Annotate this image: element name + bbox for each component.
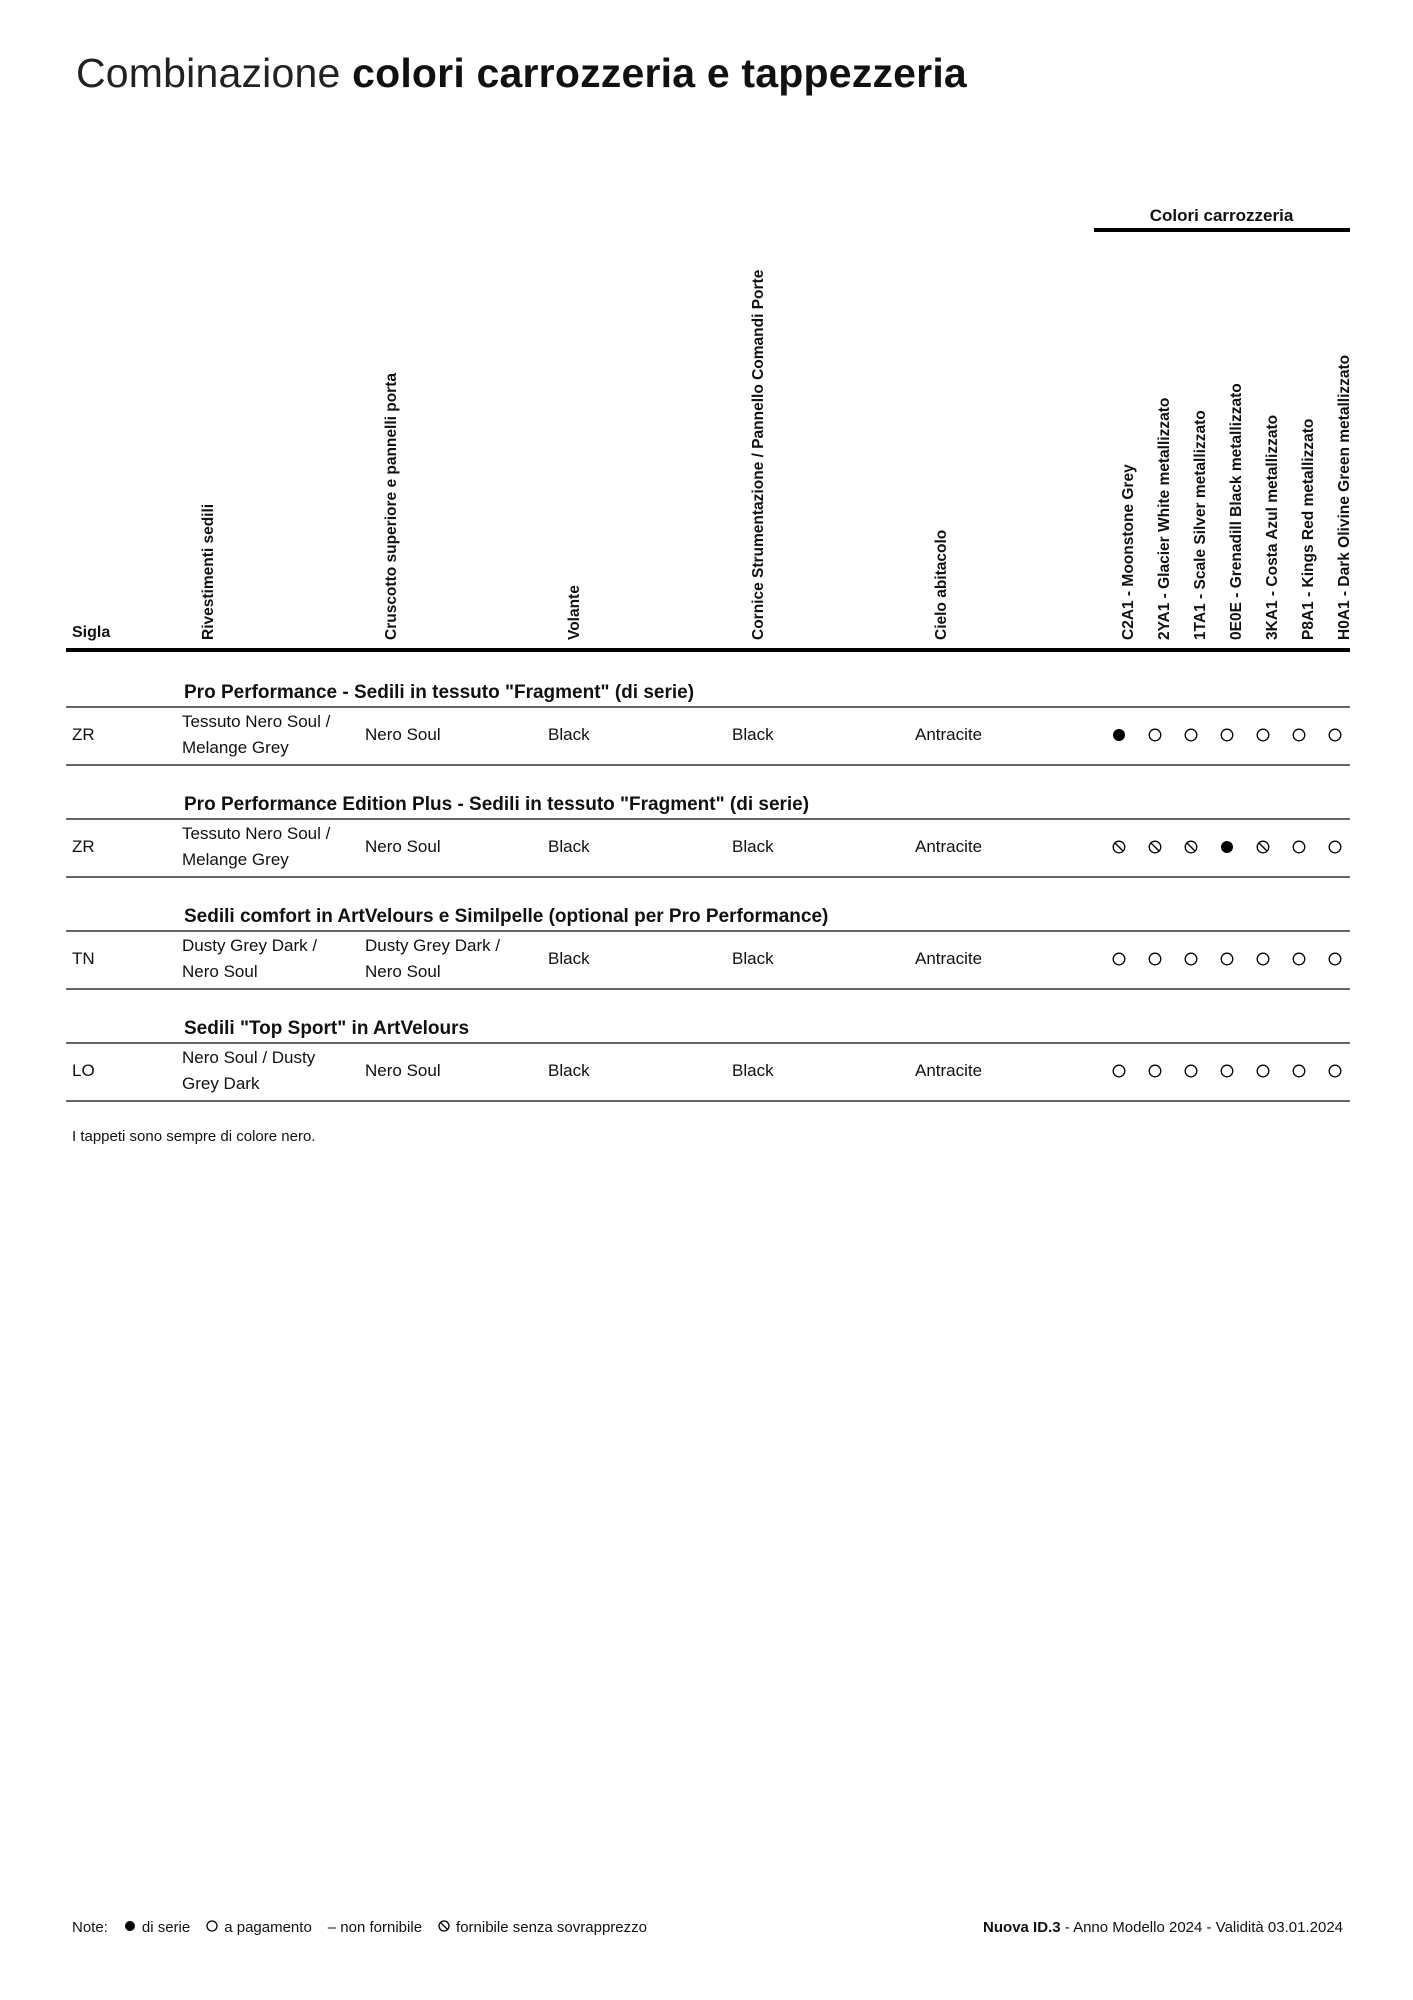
footer-info (983, 1919, 1343, 1936)
section-rule-top-1 (66, 706, 1350, 708)
row-4-sigla: LO (72, 1061, 95, 1080)
legend-pagamento (206, 1919, 312, 1936)
section-rule-bottom-3 (66, 988, 1350, 990)
section-title-3: Sedili comfort in ArtVelours e Similpelle (optional per Pro Performance) (184, 906, 829, 927)
row-3-cornice: Black (732, 949, 774, 968)
section-rule-bottom-1 (66, 764, 1350, 766)
slashed-circle-icon (438, 1919, 450, 1936)
row-2-volante: Black (548, 837, 590, 856)
column-header-color-4: 0E0E - Grenadill Black metallizzato (1228, 383, 1245, 640)
column-header-cornice: Cornice Strumentazione / Pannello Comandi Porte (750, 269, 767, 640)
row-4-rivestimenti-line-2: Grey Dark (182, 1074, 260, 1093)
row-4-volante: Black (548, 1061, 590, 1080)
footer-rest: - Anno Modello 2024 - Validità 03.01.2024 (1060, 1919, 1343, 1936)
row-3-cielo: Antracite (915, 949, 983, 968)
filled-circle-icon (1112, 728, 1126, 742)
row-3-cruscotto-line-2: Nero Soul (365, 962, 441, 981)
row-1-rivestimenti-line-2: Melange Grey (182, 738, 289, 757)
column-header-volante: Volante (566, 585, 583, 640)
row-3-rivestimenti (182, 933, 347, 985)
column-header-cruscotto: Cruscotto superiore e pannelli porta (383, 373, 400, 640)
empty-circle-icon (1256, 728, 1270, 742)
empty-circle-icon (1292, 952, 1306, 966)
empty-circle-icon (1256, 952, 1270, 966)
empty-circle-icon (1148, 728, 1162, 742)
row-1-cruscotto: Nero Soul (365, 725, 441, 744)
row-2-rivestimenti-line-2: Melange Grey (182, 850, 289, 869)
empty-circle-icon (1292, 840, 1306, 854)
column-header-sigla: Sigla (72, 624, 111, 641)
empty-circle-icon (1184, 728, 1198, 742)
empty-circle-icon (1112, 1064, 1126, 1078)
row-4-rivestimenti-line-1: Nero Soul / Dusty (182, 1048, 316, 1067)
row-3-rivestimenti-line-2: Nero Soul (182, 962, 258, 981)
row-4-cruscotto: Nero Soul (365, 1061, 441, 1080)
empty-circle-icon (1112, 952, 1126, 966)
section-rule-top-2 (66, 818, 1350, 820)
row-3-volante: Black (548, 949, 590, 968)
row-2-cruscotto: Nero Soul (365, 837, 441, 856)
legend-non-fornibile: – non fornibile (327, 1919, 423, 1936)
row-1-volante: Black (548, 725, 590, 744)
section-title-4: Sedili "Top Sport" in ArtVelours (184, 1018, 470, 1039)
row-1-rivestimenti-line-1: Tessuto Nero Soul / (182, 712, 331, 731)
slashed-circle-icon (1256, 840, 1270, 854)
column-header-color-6: P8A1 - Kings Red metallizzato (1300, 418, 1317, 640)
row-3-cruscotto-line-1: Dusty Grey Dark / (365, 936, 501, 955)
section-title-2: Pro Performance Edition Plus - Sedili in tessuto "Fragment" (di serie) (184, 794, 810, 815)
section-title-1: Pro Performance - Sedili in tessuto "Fragment" (di serie) (184, 682, 695, 703)
empty-circle-icon (1292, 728, 1306, 742)
row-1-cornice: Black (732, 725, 774, 744)
legend-prefix: Note: (72, 1919, 108, 1936)
empty-circle-icon (206, 1919, 218, 1936)
empty-circle-icon (1148, 952, 1162, 966)
empty-circle-icon (1184, 1064, 1198, 1078)
page-title (76, 50, 967, 97)
empty-circle-icon (1220, 1064, 1234, 1078)
legend (72, 1919, 663, 1936)
column-header-cielo: Cielo abitacolo (933, 529, 950, 640)
empty-circle-icon (1256, 1064, 1270, 1078)
column-header-color-5: 3KA1 - Costa Azul metallizzato (1264, 414, 1281, 640)
row-4-rivestimenti (182, 1045, 347, 1097)
empty-circle-icon (1328, 952, 1342, 966)
slashed-circle-icon (1112, 840, 1126, 854)
row-2-cielo: Antracite (915, 837, 983, 856)
section-rule-top-4 (66, 1042, 1350, 1044)
column-header-color-2: 2YA1 - Glacier White metallizzato (1156, 397, 1173, 640)
page-title-light: Combinazione (76, 50, 353, 96)
row-2-rivestimenti (182, 821, 347, 873)
column-header-color-1: C2A1 - Moonstone Grey (1120, 464, 1137, 640)
row-3-cruscotto (365, 933, 525, 985)
legend-senza-label: fornibile senza sovrapprezzo (456, 1919, 647, 1936)
legend-senza (438, 1919, 647, 1936)
header-rule (66, 648, 1350, 652)
row-1-cielo: Antracite (915, 725, 983, 744)
section-rule-bottom-2 (66, 876, 1350, 878)
empty-circle-icon (1184, 952, 1198, 966)
page-title-bold: colori carrozzeria e tappezzeria (352, 50, 967, 96)
column-header-color-7: H0A1 - Dark Olivine Green metallizzato (1336, 354, 1353, 640)
body-colors-heading: Colori carrozzeria (1149, 206, 1294, 225)
row-3-sigla: TN (72, 949, 95, 968)
section-rule-top-3 (66, 930, 1350, 932)
slashed-circle-icon (1148, 840, 1162, 854)
empty-circle-icon (1328, 840, 1342, 854)
section-rule-bottom-4 (66, 1100, 1350, 1102)
empty-circle-icon (1220, 952, 1234, 966)
row-4-cielo: Antracite (915, 1061, 983, 1080)
column-header-rivestimenti: Rivestimenti sedili (200, 503, 217, 640)
row-2-rivestimenti-line-1: Tessuto Nero Soul / (182, 824, 331, 843)
row-2-sigla: ZR (72, 837, 95, 856)
body-colors-rule (1094, 228, 1350, 232)
legend-serie-label: di serie (141, 1919, 191, 1936)
filled-circle-icon (1220, 840, 1234, 854)
filled-circle-icon (124, 1919, 136, 1936)
legend-serie (124, 1919, 190, 1936)
empty-circle-icon (1220, 728, 1234, 742)
column-header-color-3: 1TA1 - Scale Silver metallizzato (1192, 410, 1209, 640)
row-1-rivestimenti (182, 709, 347, 761)
footer-model: Nuova ID.3 (983, 1919, 1061, 1936)
empty-circle-icon (1148, 1064, 1162, 1078)
row-4-cornice: Black (732, 1061, 774, 1080)
carpet-footnote: I tappeti sono sempre di colore nero. (72, 1128, 316, 1145)
empty-circle-icon (1292, 1064, 1306, 1078)
row-2-cornice: Black (732, 837, 774, 856)
legend-pagamento-label: a pagamento (224, 1919, 312, 1936)
slashed-circle-icon (1184, 840, 1198, 854)
row-3-rivestimenti-line-1: Dusty Grey Dark / (182, 936, 318, 955)
empty-circle-icon (1328, 1064, 1342, 1078)
empty-circle-icon (1328, 728, 1342, 742)
row-1-sigla: ZR (72, 725, 95, 744)
